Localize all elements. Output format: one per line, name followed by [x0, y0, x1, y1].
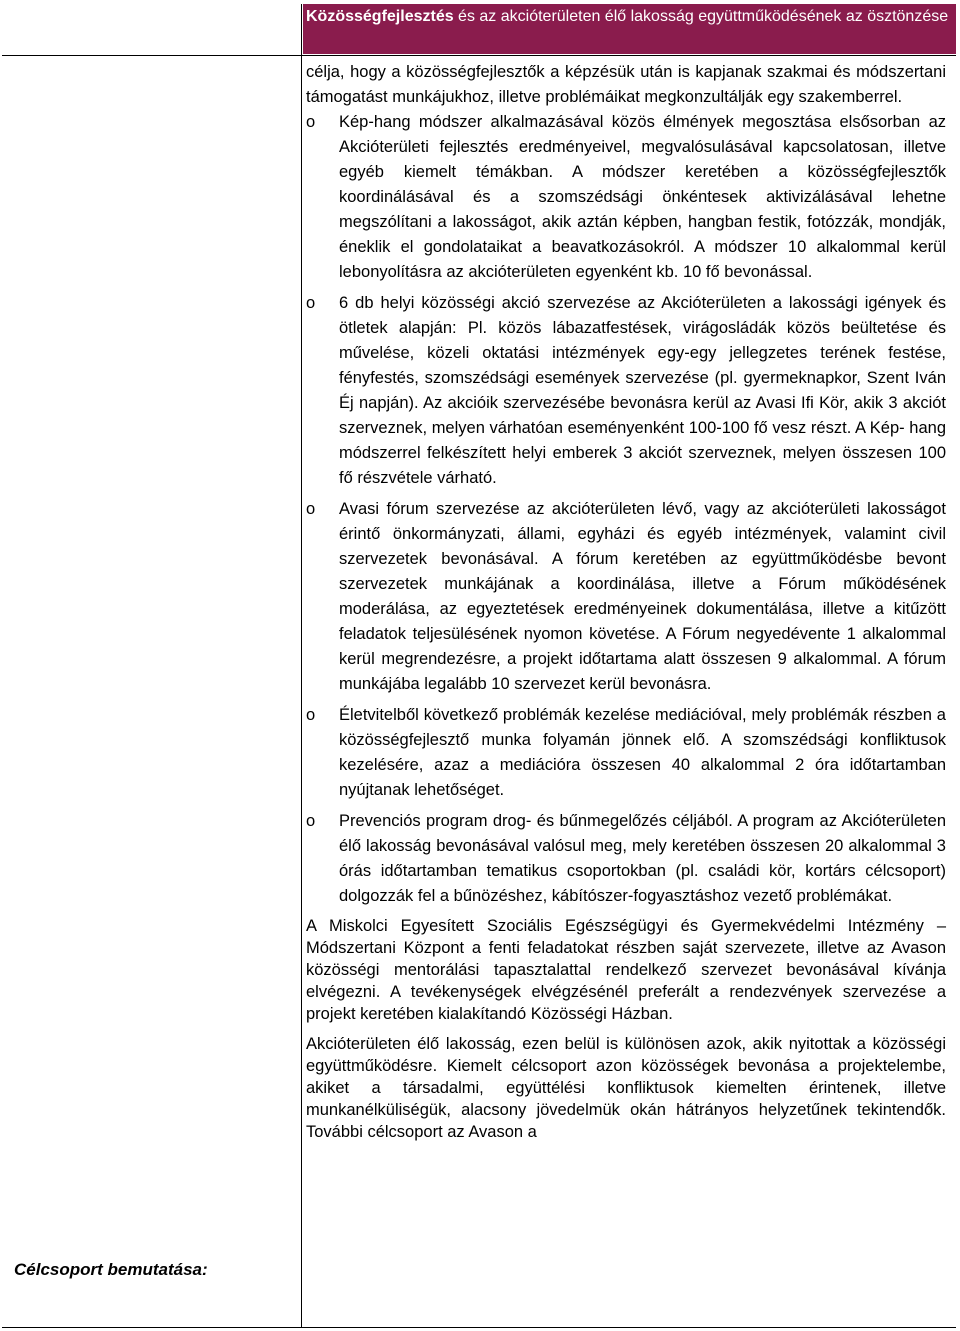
list-item: [306, 809, 946, 909]
list-item: [306, 703, 946, 803]
header-divider-line: [2, 55, 956, 56]
target-group-paragraph: Akcióterületen élő lakosság, ezen belül is különösen azok, akik nyitottak a közösségi együttműködésre. Kiemelt célcsoport azon közösségek bevonása a projektelembe, akiket a társadalmi, együttélési konfliktusok kiemelten érintenek, illetve munkanélküliségük, alacsony jövedelmük okán hátrányos helyzetűnek tekintendők. További célcsoport az Avason a: [306, 1035, 946, 1141]
list-item-text: Prevenciós program drog- és bűnmegelőzés céljából. A program az Akcióterületen élő lakosság bevonásával valósul meg, mely keretében összesen 20 alkalommal 3 órás időtartamban tematikus csoportokban (pl. családi kör, kortárs célcsoport) dolgozzák fel a bűnözéshez, kábítószer-fogyasztáshoz vezető problémákat.: [339, 812, 946, 905]
bullet-icon: o: [306, 294, 316, 312]
closing-paragraph: A Miskolci Egyesített Szociális Egészségügyi és Gyermekvédelmi Intézmény – Módszertani Központ a fenti feladatokat részben saját szervezete, illetve az Avason közösségi mentorálási tapasztalattal rendelkező szervezet bevonásával kívánja elvégezni. A tevékenységek elvégzésénél preferált a rendezvények szervezése a projekt keretében kialakítandó Közösségi Házban.: [306, 917, 946, 1023]
list-item-text: Életvitelből következő problémák kezelése mediációval, mely problémák részben a közösségfejlesztő munka folyamán jönnek elő. A szomszédsági konfliktusok kezelésére, azaz a mediációra összesen 40 alkalommal 2 óra időtartamban nyújtanak lehetőséget.: [339, 706, 946, 799]
bottom-divider-line: [2, 1327, 956, 1328]
main-content: [306, 60, 946, 1143]
list-item-text: 6 db helyi közösségi akció szervezése az Akcióterületen a lakossági igények és ötletek alapján: Pl. közös lábazatfestések, virágosládák közös beültetése és művelése, közeli oktatási intézmények egy-egy jellegzetes terének festése, fényfestés, szomszédsági események szervezése (pl. gyermeknapkor, Szent Iván Éj napján). Az akcióik szervezésébe bevonásra kerül az Avasi Ifi Kör, akik 3 akciót szerveznek, melyen várhatóan eseményenként 100-100 fő vesz részt. A Kép- hang módszerrel felkészített helyi emberek 3 akciót szerveznek, melyen összesen 100 fő részvétele várható.: [339, 294, 946, 487]
section-header: [303, 4, 956, 54]
column-divider-line: [301, 4, 302, 1327]
bullet-icon: o: [306, 812, 316, 830]
bullet-icon: o: [306, 706, 316, 724]
bullet-icon: o: [306, 500, 316, 518]
bullet-icon: o: [306, 113, 316, 131]
target-group-label: Célcsoport bemutatása:: [14, 1260, 208, 1279]
list-item: [306, 291, 946, 491]
list-item: [306, 110, 946, 285]
list-item-text: Kép-hang módszer alkalmazásával közös élmények megosztása elsősorban az Akcióterületi fejlesztés eredményeivel, megvalósulásával kapcsolatosan, illetve egyéb kiemelt témákban. A módszer keretében a közösségfejlesztők koordinálásával és a szomszédsági önkéntesek aktivizálásával lehetne megszólítani a lakosságot, akik aztán képben, hangban festik, fotózzák, mondják, éneklik el gondolataikat a beavatkozásokról. A módszer 10 alkalommal kerül lebonyolításra az akcióterületen egyenként kb. 10 fő bevonással.: [339, 113, 946, 281]
list-item-text: Avasi fórum szervezése az akcióterületen lévő, vagy az akcióterületi lakosságot érintő önkormányzati, állami, egyházi és egyéb intézmények, valamint civil szervezetek bevonásával. A fórum keretében az együttműködésbe bevont szervezetek munkájának a koordinálása, illetve a Fórum működésének moderálása, az egyeztetések eredményeinek dokumentálása, illetve a kitűzött feladatok teljesülésének nyomon követése. A Fórum negyedévente 1 alkalommal kerül megrendezésre, a projekt időtartama alatt összesen 9 alkalommal. A fórum munkájába legalább 10 szervezet kerül bevonásra.: [339, 500, 946, 693]
intro-paragraph: célja, hogy a közösségfejlesztők a képzésük után is kapjanak szakmai és módszertani támogatást munkájukhoz, illetve problémáikat megkonzultálják egy szakemberrel.: [306, 63, 946, 106]
section-header-title-bold: Közösségfejlesztés: [306, 8, 454, 25]
list-item: [306, 497, 946, 697]
section-header-title-rest: és az akcióterületen élő lakosság együttműködésének az ösztönzése: [453, 8, 949, 25]
